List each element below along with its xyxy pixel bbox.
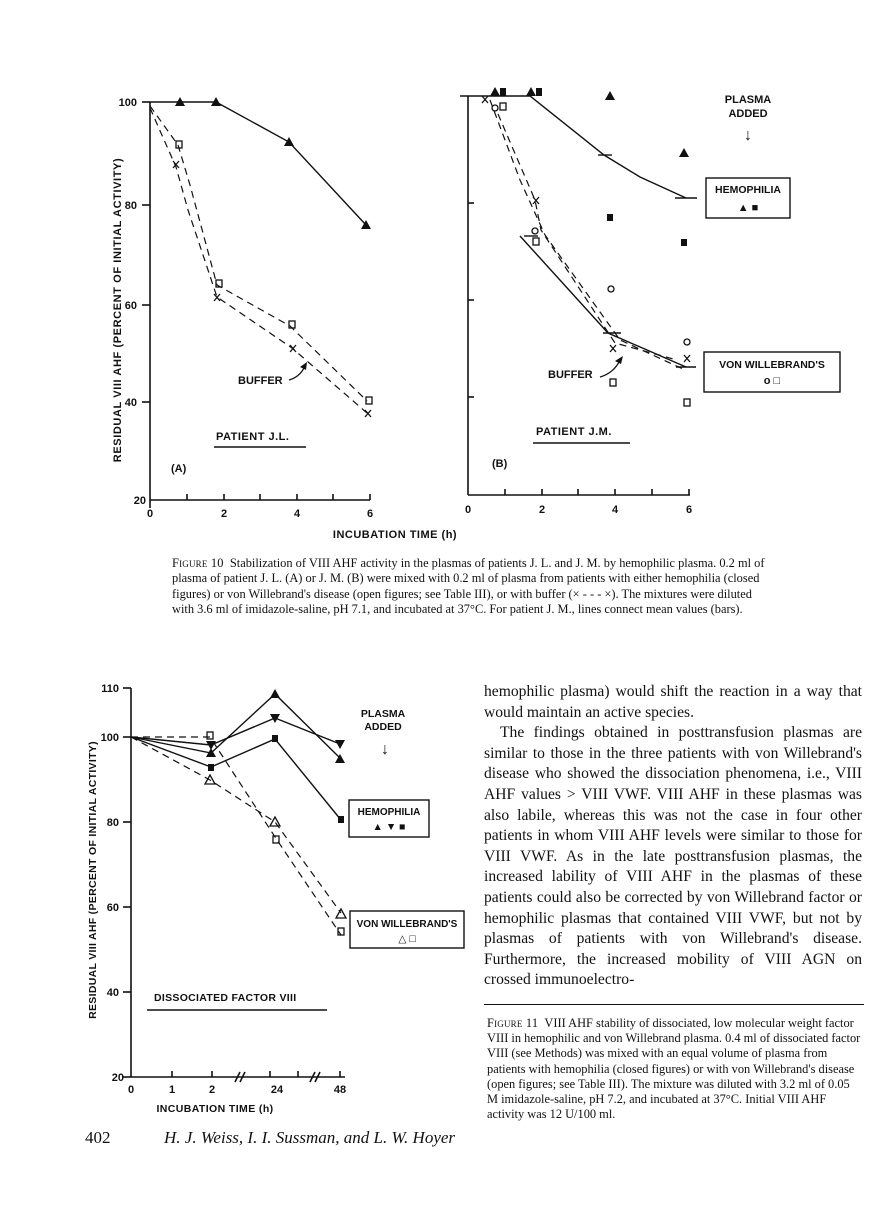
figure-10-b-panel-label: (B) xyxy=(492,458,508,470)
figure-11-vw-label: VON WILLEBRAND'S xyxy=(356,919,458,930)
figure-10-caption-text: Stabilization of VIII AHF activity in the plasmas of patients J. L. and J. M. by hemophilic plasma. 0.2 ml of plasma of patient J. L. (A) or J. M. (B) were mixed with 0.2 ml of plasma from patients with either hemophilia (closed figures) or von Willebrand's disease (open figures; see Table III), or with buffer (× - - - ×). The mixtures were diluted with 3.6 ml of imidazole-saline, pH 7.1, and incubated at 37°C. For patient J. M., lines connect mean values (bars). xyxy=(172,556,765,617)
figure-10-a-xtick-2: 2 xyxy=(220,508,228,520)
figure-11-hemophilia-box xyxy=(349,800,429,837)
figure-10-b-xtick-2: 2 xyxy=(538,504,546,516)
figure-11-xtick-48: 48 xyxy=(333,1084,347,1096)
figure-11-xtick-1: 1 xyxy=(168,1084,176,1096)
figure-10-caption-label: Figure 10 xyxy=(172,556,224,570)
figure-11-ytick-20: 20 xyxy=(111,1072,124,1084)
figure-10-b-vw-series xyxy=(520,236,696,367)
triangle-marker xyxy=(490,87,500,96)
figure-11-caption xyxy=(487,1016,862,1122)
figure-10-plasma-added-1: PLASMA xyxy=(724,94,772,106)
figure-11-hemophilia-label: HEMOPHILIA xyxy=(357,807,421,818)
figure-10-b-patient-label: PATIENT J.M. xyxy=(536,426,612,438)
figure-10-b-xtick-4: 4 xyxy=(611,504,619,516)
figure-10-b-hemophilia-series xyxy=(478,87,697,246)
figure-11-ytick-100: 100 xyxy=(100,732,119,744)
figure-11-ytick-110: 110 xyxy=(101,683,119,695)
body-text xyxy=(484,682,862,991)
running-authors: H. J. Weiss, I. I. Sussman, and L. W. Hoyer xyxy=(164,1128,456,1147)
figure-10-b-xtick-6: 6 xyxy=(685,504,693,516)
figure-10-vw-label: VON WILLEBRAND'S xyxy=(719,359,825,371)
figure-10-a-patient-label: PATIENT J.L. xyxy=(216,431,290,443)
figure-10-hemophilia-label: HEMOPHILIA xyxy=(715,184,781,196)
figure-10-b-open-markers xyxy=(482,96,690,406)
body-paragraph-2: The findings obtained in posttransfusion plasmas are similar to those in the three patients with von Willebrand's disease who showed the dissociation phenomena, i.e., VIII AHF values > VIII VWF. VIII AHF in these plasmas was also labile, whereas this was not the case in four other patients in whom VIII AHF levels were similar to those for VIII VWF. As in the late posttransfusion plasmas, the increased lability of VIII AHF in the plasmas of these patients could also be corrected by von Willebrand factor or hemophilic plasmas that contained VIII VWF, but not by plasmas of patients with von Willebrand's disease. Furthermore, the increased mobility of VIII AGN on crossed immunoelectro- xyxy=(484,724,862,989)
figure-10-caption xyxy=(172,556,776,618)
figure-10-a-xtick-4: 4 xyxy=(293,508,301,520)
figure-11-hemophilia-symbols: ▲ ▼ ■ xyxy=(372,821,406,833)
square-marker xyxy=(607,214,613,221)
figure-11-xtick-24: 24 xyxy=(270,1084,284,1096)
figure-10-b-buffer-label: BUFFER xyxy=(548,369,593,381)
caption-rule xyxy=(484,1004,864,1005)
triangle-marker xyxy=(679,148,689,157)
square-marker xyxy=(681,239,687,246)
figure-10-a-xtick-0: 0 xyxy=(146,508,154,520)
figure-11-caption-label: Figure 11 xyxy=(487,1016,539,1030)
figure-11-dissociated-label: DISSOCIATED FACTOR VIII xyxy=(154,992,297,1004)
figure-11-xlabel: INCUBATION TIME (h) xyxy=(156,1103,274,1115)
figure-11-caption-text: VIII AHF stability of dissociated, low molecular weight factor VIII in hemophilic and von Willebrand plasma. 0.4 ml of dissociated factor VIII (see Methods) was mixed with an equal volume of plasma from patients with hemophilia (closed figures) or with von Willebrand's disease (open figures; see Table III). The mixture was diluted with 3.2 ml of 0.05 M imidazole-saline, pH 7.2, and incubated at 37°C. Initial VIII AHF activity was 12 U/100 ml. xyxy=(487,1016,861,1122)
figure-10-a-buffer-label: BUFFER xyxy=(238,375,283,387)
triangle-marker xyxy=(526,87,536,96)
down-arrow-icon: ↓ xyxy=(381,741,389,758)
figure-11-ytick-80: 80 xyxy=(106,817,119,829)
figure-11-hemophilia-markers xyxy=(206,689,345,823)
figure-11-vw-markers xyxy=(205,732,346,935)
figure-11-plasma-added-2: ADDED xyxy=(364,721,402,733)
figure-10-vw-symbols: o □ xyxy=(763,375,781,387)
square-marker xyxy=(536,88,542,96)
figure-10-ylabel: RESIDUAL VIII AHF (PERCENT OF INITIAL ACTIVITY) xyxy=(112,157,124,463)
figure-10-a-ytick-20: 20 xyxy=(133,495,146,507)
figure-10-a-ytick-100: 100 xyxy=(118,97,137,109)
page-number: 402 xyxy=(85,1128,111,1147)
triangle-marker xyxy=(605,91,615,100)
figure-10-b-buffer-arrow xyxy=(600,360,620,377)
square-marker xyxy=(500,88,506,96)
figure-10-xlabel: INCUBATION TIME (h) xyxy=(332,529,458,541)
figure-10-a-xtick-6: 6 xyxy=(366,508,374,520)
triangle-marker xyxy=(284,137,294,146)
figure-11-vw-series xyxy=(131,737,341,935)
arrowhead xyxy=(615,356,623,364)
figure-10-a-ytick-40: 40 xyxy=(124,397,137,409)
down-arrow-icon: ↓ xyxy=(744,127,752,144)
figure-10-a-ytick-60: 60 xyxy=(124,300,137,312)
figure-11-vw-symbols: △ □ xyxy=(398,933,416,945)
figure-10-b-xtick-0: 0 xyxy=(464,504,472,516)
figure-11-axes xyxy=(123,688,345,1082)
figure-11-xtick-2: 2 xyxy=(208,1084,216,1096)
body-paragraph-1: hemophilic plasma) would shift the reaction in a way that would maintain an active species. xyxy=(484,683,862,721)
figure-11-xtick-0: 0 xyxy=(127,1084,135,1096)
figure-10-hemophilia-symbols: ▲ ■ xyxy=(737,202,759,214)
figure-10-a-ytick-80: 80 xyxy=(124,200,137,212)
figure-10-a-panel-label: (A) xyxy=(171,463,187,475)
figure-10-a-buffer-series xyxy=(150,106,367,413)
figure-11-vw-box xyxy=(350,911,464,948)
figure-10-plasma-added-2: ADDED xyxy=(728,108,768,120)
figure-11-ytick-60: 60 xyxy=(106,902,119,914)
figure-11-ytick-40: 40 xyxy=(106,987,119,999)
figure-11-ylabel: RESIDUAL VIII AHF (PERCENT OF INITIAL ACTIVITY) xyxy=(87,741,99,1019)
figure-11-plasma-added-1: PLASMA xyxy=(360,708,406,720)
figure-11-hemophilia-series xyxy=(131,694,341,820)
